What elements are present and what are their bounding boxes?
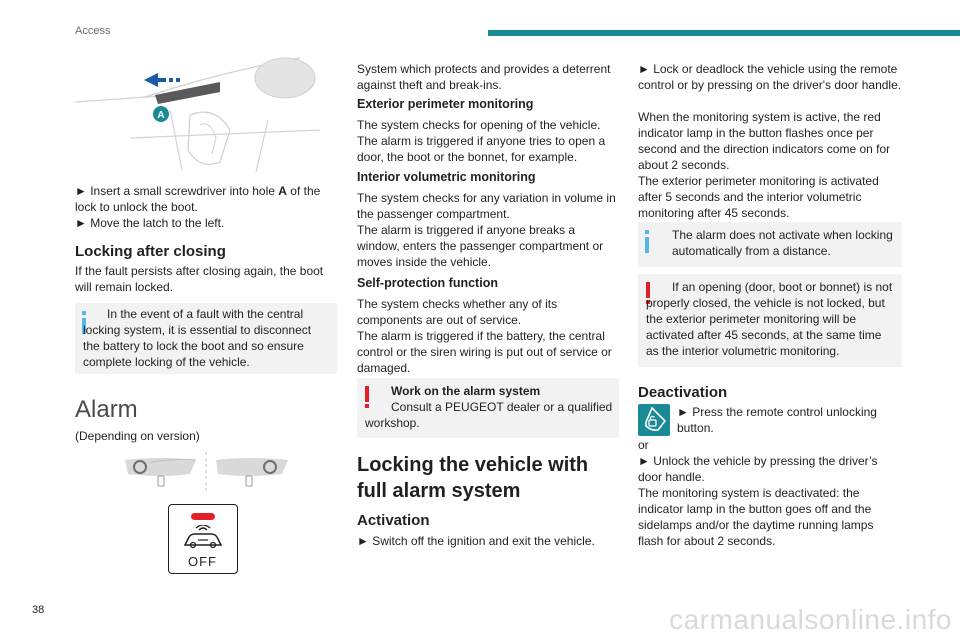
section-label: Access xyxy=(75,25,111,37)
header-bar xyxy=(488,30,960,36)
self-protection-text-2: The alarm is triggered if the battery, the central control or the siren wiring is put out of service or damaged. xyxy=(357,329,612,375)
page-number: 38 xyxy=(32,604,45,616)
car-alarm-icon xyxy=(181,525,225,551)
heading-activation: Activation xyxy=(357,512,430,529)
activation-step: ► Switch off the ignition and exit the vehicle. xyxy=(357,534,595,548)
deactivation-step-2: ► Unlock the vehicle by pressing the driver’s door handle. xyxy=(638,454,878,484)
warning-box-alarm-work: Work on the alarm system Consult a PEUGEOT dealer or a qualified workshop. xyxy=(357,378,619,438)
alarm-intro: System which protects and provides a deterrent against theft and break-ins. xyxy=(357,62,611,92)
lock-activation-timing: The exterior perimeter monitoring is activated after 5 seconds and the interior volumetric monitoring after 45 seconds. xyxy=(638,174,879,220)
exterior-text-1: The system checks for opening of the vehicle. xyxy=(357,118,601,132)
heading-exterior-monitoring: Exterior perimeter monitoring xyxy=(357,97,534,111)
exterior-text-2: The alarm is triggered if anyone tries to open a door, the boot or the bonnet, for example. xyxy=(357,134,606,164)
locking-after-closing-text: If the fault persists after closing again, the boot will remain locked. xyxy=(75,264,324,294)
heading-deactivation: Deactivation xyxy=(638,384,728,401)
or-separator: or xyxy=(638,438,649,452)
self-protection-text-1: The system checks whether any of its components are out of service. xyxy=(357,297,558,327)
alarm-title: Alarm xyxy=(75,396,138,423)
interior-text-1: The system checks for any variation in volume in the passenger compartment. xyxy=(357,191,616,221)
deactivation-result-text: The monitoring system is deactivated: the indicator lamp in the button goes off and the sidelamps and/or the daytime running lamps flash for about 2 seconds. xyxy=(638,486,874,548)
lock-deadlock-step: ► Lock or deadlock the vehicle using the remote control or by pressing on the driver's door handle. xyxy=(638,62,902,92)
info-box-central-locking: In the event of a fault with the central locking system, it is essential to disconnect the battery to lock the boot and so ensure complete locking of the vehicle. xyxy=(75,303,337,374)
heading-interior-monitoring: Interior volumetric monitoring xyxy=(357,170,536,184)
lock-monitoring-text: When the monitoring system is active, the red indicator lamp in the button flashes once per second and the direction indicators come on for about 2 seconds. xyxy=(638,110,891,172)
watermark: carmanualsonline.info xyxy=(669,604,952,635)
step-move-latch: ► Move the latch to the left. xyxy=(75,216,225,230)
warning-box-opening-not-closed: If an opening (door, boot or bonnet) is not properly closed, the vehicle is not locked, but the exterior perimeter monitoring will be activated after 45 seconds, at the same time as the interior volumetric monitoring. xyxy=(638,274,902,367)
alarm-off-button xyxy=(168,504,238,574)
off-label: OFF xyxy=(188,554,217,569)
heading-locking-full-alarm: Locking the vehicle with full alarm system xyxy=(357,454,589,502)
heading-self-protection: Self-protection function xyxy=(357,276,498,290)
red-indicator-lamp xyxy=(191,513,215,520)
version-note: (Depending on version) xyxy=(75,429,200,443)
info-box-remote-lock: The alarm does not activate when locking automatically from a distance. xyxy=(638,222,902,267)
figure-label-a: A xyxy=(157,110,165,121)
boot-lock-illustration xyxy=(70,50,330,180)
heading-locking-after-closing: Locking after closing xyxy=(75,243,226,260)
step-insert-screwdriver: ► Insert a small screwdriver into hole A of the lock to unlock the boot. xyxy=(75,184,321,214)
interior-text-2: The alarm is triggered if anyone breaks a window, enters the passenger compartment or moves inside the vehicle. xyxy=(357,223,604,269)
deactivation-step-1: ► Press the remote control unlocking button. xyxy=(677,405,877,435)
unlock-icon xyxy=(638,404,670,436)
roof-console-illustration xyxy=(120,450,300,495)
info-icon xyxy=(645,230,649,254)
